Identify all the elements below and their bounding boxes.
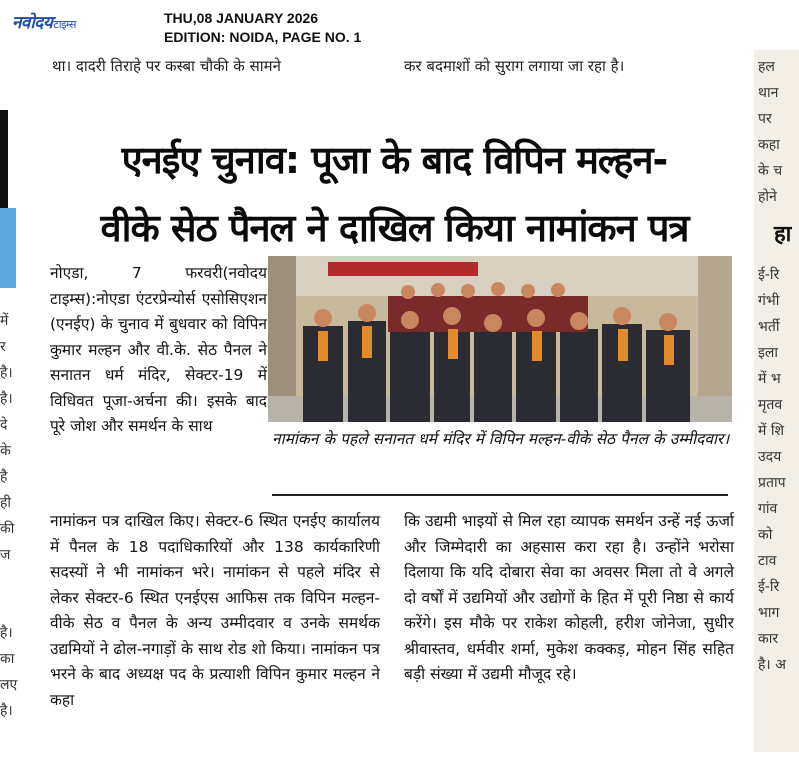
adjacent-left-line: ज <box>0 547 11 563</box>
adjacent-left-line: की <box>0 521 15 537</box>
adjacent-right-line: थान <box>758 85 779 101</box>
adjacent-left-line: है। <box>0 703 13 719</box>
adjacent-right-line: ई-रि <box>758 267 780 283</box>
adjacent-right-line: कहा <box>758 137 780 153</box>
adjacent-left-line: दे <box>0 417 8 433</box>
adjacent-right-line: भाग <box>758 605 780 621</box>
adjacent-headline-right: हा <box>774 222 792 247</box>
adjacent-right-line: प्रताप <box>758 475 786 491</box>
adjacent-left-line: है। <box>0 391 13 407</box>
previous-story-left: था। दादरी तिराहे पर कस्बा चौकी के सामने <box>52 57 281 75</box>
adjacent-left-line: में <box>0 313 9 329</box>
newspaper-page <box>0 50 799 774</box>
adjacent-right-line: मृतव <box>758 397 783 413</box>
adjacent-column-left <box>0 50 22 774</box>
edition-info <box>164 9 361 47</box>
article-headline[interactable] <box>42 126 747 262</box>
adjacent-left-line: है <box>0 469 8 485</box>
adjacent-left-line: का <box>0 651 15 667</box>
edition-date: THU,08 JANUARY 2026 <box>164 10 319 26</box>
adjacent-right-line: इला <box>758 345 778 361</box>
adjacent-right-line: गांव <box>758 501 778 517</box>
adjacent-right-line: के च <box>758 163 783 179</box>
adjacent-column-right <box>754 50 799 752</box>
photo-caption: नामांकन के पहले सनानत धर्म मंदिर में विपिन मल्हन-वीके सेठ पैनल के उम्मीदवार। <box>272 430 730 448</box>
adjacent-right-line: है। अ <box>758 657 786 673</box>
previous-story-right: कर बदमाशों को सुराग लगाया जा रहा है। <box>404 57 625 75</box>
adjacent-right-line: हल <box>758 59 775 75</box>
headline-line-1: एनईए चुनाव: पूजा के बाद विपिन मल्हन- <box>121 138 668 182</box>
logo-subtext: टाइम्स <box>53 18 76 31</box>
adjacent-left-line: ही <box>0 495 12 511</box>
adjacent-right-line: टाव <box>758 553 777 569</box>
adjacent-right-line: कार <box>758 631 779 647</box>
adjacent-text-right <box>758 54 786 678</box>
adjacent-right-line: गंभी <box>758 293 780 309</box>
adjacent-left-line: र <box>0 339 6 355</box>
adjacent-left-line <box>0 568 22 594</box>
adjacent-right-line: ई-रि <box>758 579 780 595</box>
section-divider <box>272 494 728 496</box>
adjacent-right-line: में शि <box>758 423 784 439</box>
article-lead-paragraph: नोएडा, 7 फरवरी(नवोदय टाइम्स):नोएडा एंटरप्रेन्योर्स एसोसिएशन (एनईए) के चुनाव में बुधवार को विपिन कुमार मल्हन और वी.के. सेठ पैनल ने सनातन धर्म मंदिर, सेक्टर-19 में विधिवत पूजा-अर्चना की। इसके बाद पूरे जोश और समर्थन के साथ <box>50 264 267 435</box>
adjacent-right-line: में भ <box>758 371 781 387</box>
adjacent-left-line: के <box>0 443 11 459</box>
article-body-column-1: नामांकन पत्र दाखिल किए। सेक्टर-6 स्थित एनईए कार्यालय में पैनल के 18 पदाधिकारियों और 138 कार्यकारिणी सदस्यों ने भी नामांकन भरे। नामांकन से पहले मंदिर से लेकर सेक्टर-6 स्थित एनईएस आफिस तक विपिन मल्हन-वीके सेठ व पैनल के अन्य उम्मीदवार व उनके समर्थक उद्यमियों ने ढोल-नगाड़ों के साथ रोड शो किया। नामांकन पत्र भरने के बाद अध्यक्ष पद के प्रत्याशी विपिन कुमार मल्हन ने कहा <box>50 512 380 709</box>
article-body-column-2: कि उद्यमी भाइयों से मिल रहा व्यापक समर्थन उन्हें नई ऊर्जा और जिम्मेदारी का अहसास करा रहा है। उन्होंने भरोसा दिलाया कि यदि दोबारा सेवा का अवसर मिला तो वे अगले दो वर्षों में उद्यमियों और उद्योगों के हित में पूरी निष्ठा से कार्य करेंगे। इस मौके पर राकेश कोहली, हरीश जोनेजा, सुधीर श्रीवास्तव, धर्मवीर शर्मा, मुकेश कक्कड़, मोहन सिंह सहित बड़ी संख्या में उद्यमी मौजूद रहे। <box>404 512 734 683</box>
adjacent-right-line: होने <box>758 189 777 205</box>
adjacent-left-line: लए <box>0 677 18 693</box>
adjacent-blue-box <box>0 208 16 288</box>
edition-page: EDITION: NOIDA, PAGE NO. 1 <box>164 29 362 45</box>
epaper-header <box>0 0 799 50</box>
headline-line-2: वीके सेठ पैनल ने दाखिल किया नामांकन पत्र <box>100 206 689 250</box>
group-photo-illustration <box>268 256 732 422</box>
adjacent-text-left <box>0 308 22 724</box>
adjacent-right-line: को <box>758 527 773 543</box>
adjacent-left-line: है। <box>0 625 13 641</box>
newspaper-logo[interactable] <box>12 10 76 33</box>
adjacent-left-line: है। <box>0 365 13 381</box>
logo-text: नवोदय <box>12 13 53 33</box>
adjacent-right-line: पर <box>758 111 772 127</box>
article-photo[interactable] <box>268 256 732 422</box>
adjacent-right-line: भर्ती <box>758 319 780 335</box>
adjacent-left-line <box>0 594 22 620</box>
adjacent-right-line: उदय <box>758 449 782 465</box>
